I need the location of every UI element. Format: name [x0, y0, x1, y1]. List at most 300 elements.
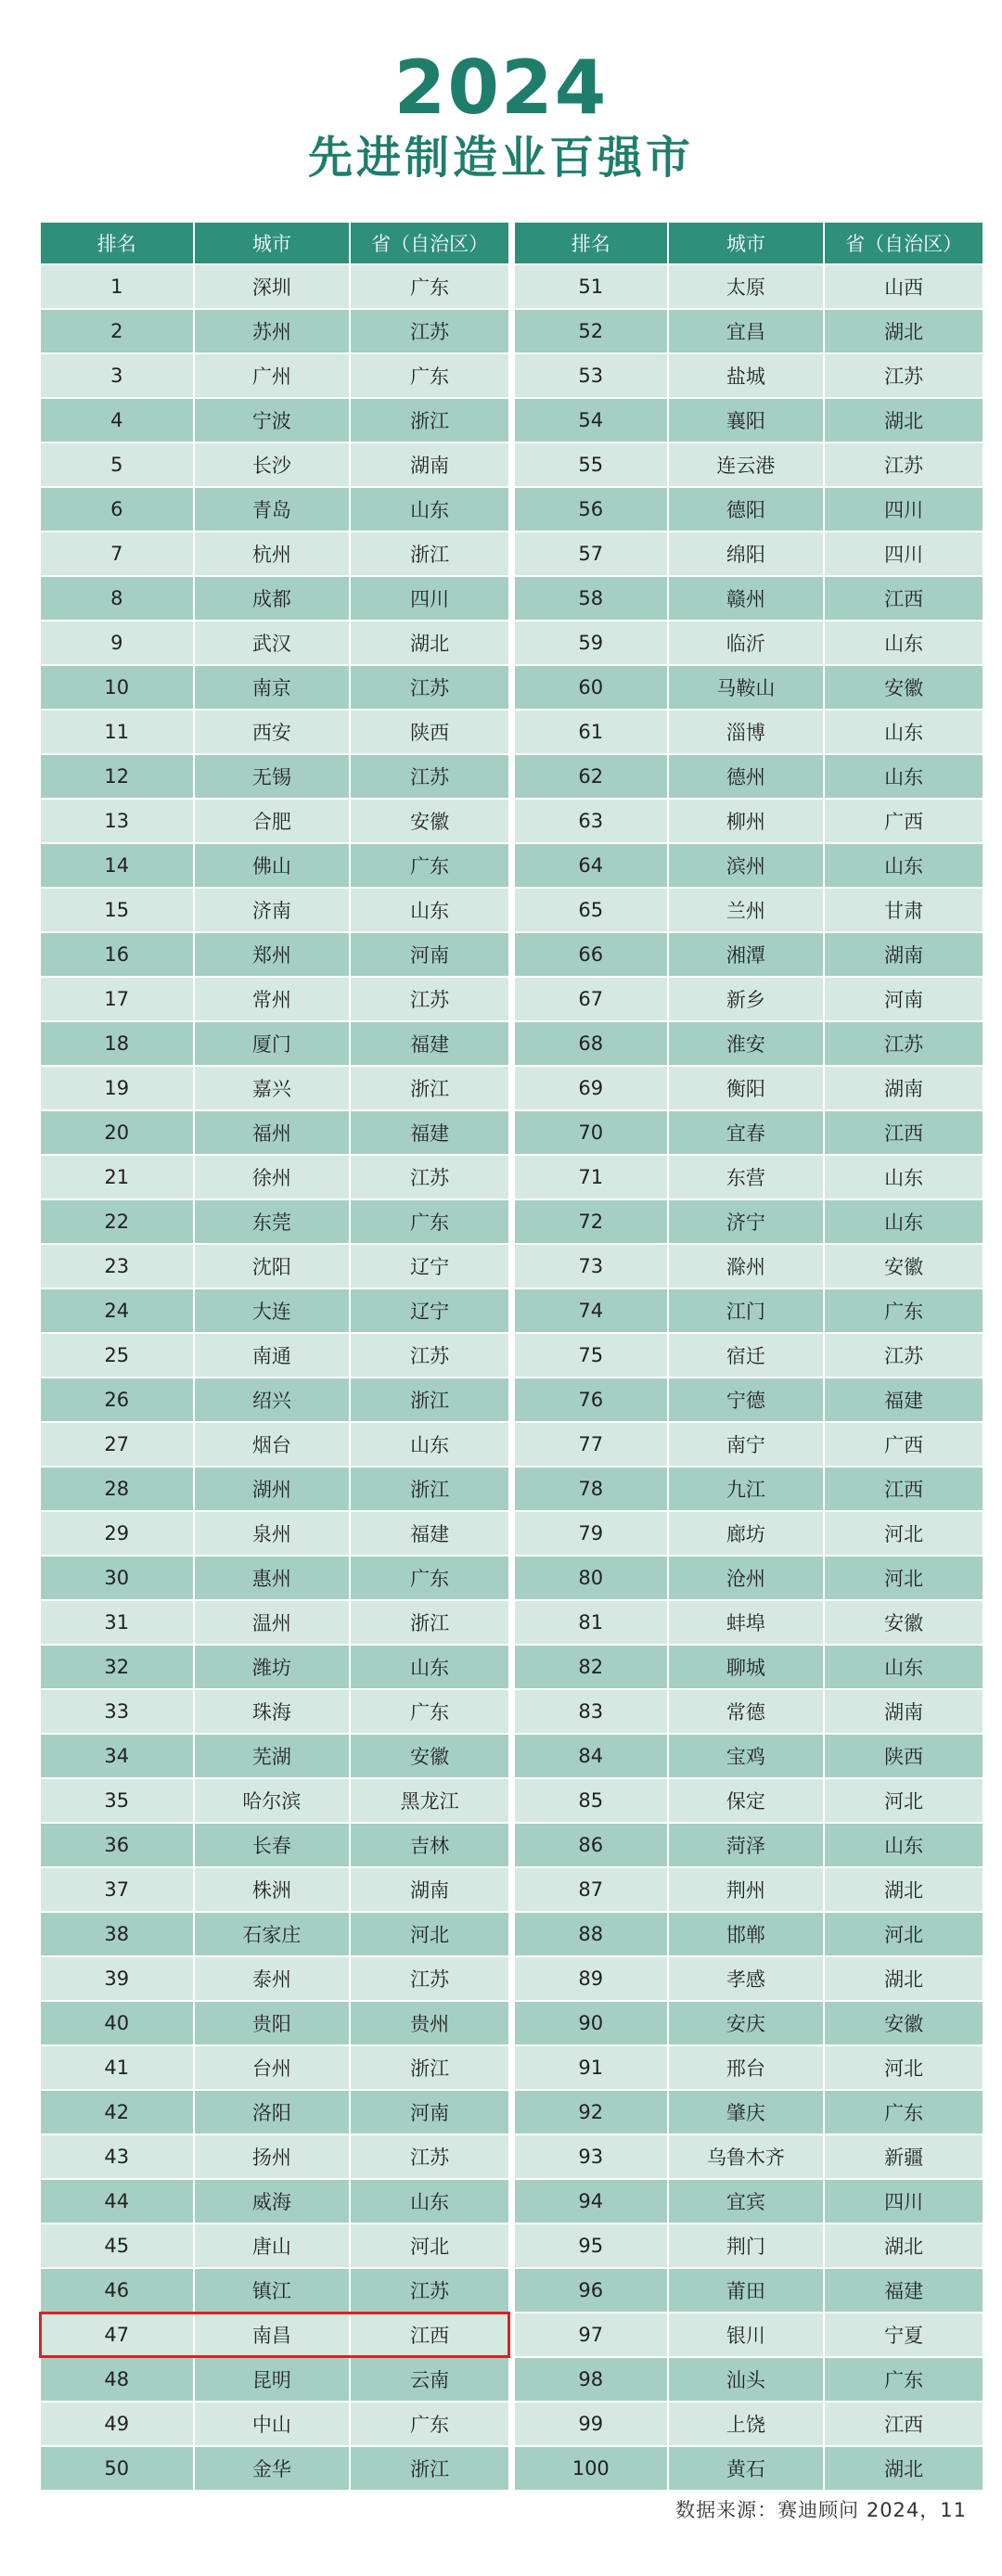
table-row — [41, 1334, 508, 1377]
table-body-right — [515, 265, 983, 2490]
city-cell: 聊城 — [669, 1646, 824, 1688]
city-cell: 银川 — [669, 2313, 824, 2356]
table-header-row — [515, 223, 983, 263]
province-cell: 广东 — [351, 1557, 508, 1599]
table-row — [41, 1423, 508, 1466]
table-row — [41, 889, 508, 931]
rank-cell: 15 — [41, 889, 193, 931]
table-row — [515, 1467, 983, 1510]
province-cell: 山东 — [825, 755, 983, 798]
table-row — [41, 1289, 508, 1332]
province-cell: 山东 — [351, 2180, 508, 2223]
city-cell: 临沂 — [669, 622, 824, 664]
table-row — [515, 488, 983, 531]
province-cell: 云南 — [351, 2358, 508, 2401]
ranking-table-left — [39, 221, 510, 2492]
rank-cell: 86 — [515, 1824, 667, 1866]
table-row — [515, 1200, 983, 1243]
city-cell: 湘潭 — [669, 933, 824, 976]
city-cell: 德州 — [669, 755, 824, 798]
province-cell: 湖北 — [825, 1868, 983, 1911]
rank-cell: 89 — [515, 1957, 667, 2000]
rank-cell: 93 — [515, 2135, 667, 2178]
city-cell: 乌鲁木齐 — [669, 2135, 824, 2178]
rank-cell: 94 — [515, 2180, 667, 2223]
rank-cell: 48 — [41, 2358, 193, 2401]
province-cell: 湖南 — [825, 933, 983, 976]
province-cell: 浙江 — [351, 1601, 508, 1644]
rank-cell: 25 — [41, 1334, 193, 1377]
city-cell: 合肥 — [195, 800, 350, 842]
rank-cell: 45 — [41, 2224, 193, 2267]
rank-cell: 19 — [41, 1067, 193, 1109]
province-cell: 江苏 — [351, 978, 508, 1020]
table-row — [515, 2002, 983, 2044]
city-cell: 泰州 — [195, 1957, 350, 2000]
table-row — [41, 1913, 508, 1955]
table-row — [515, 1913, 983, 1955]
province-cell: 安徽 — [351, 1735, 508, 1777]
province-cell: 河北 — [825, 1557, 983, 1599]
province-cell: 宁夏 — [825, 2313, 983, 2356]
table-row — [41, 1824, 508, 1866]
province-cell: 湖南 — [825, 1067, 983, 1109]
city-cell: 连云港 — [669, 443, 824, 486]
table-row — [41, 1067, 508, 1109]
city-cell: 洛阳 — [195, 2091, 350, 2134]
table-row — [515, 2224, 983, 2267]
rank-cell: 30 — [41, 1557, 193, 1599]
table-row — [41, 265, 508, 308]
city-cell: 滨州 — [669, 844, 824, 887]
table-row — [41, 2135, 508, 2178]
table-row — [41, 622, 508, 664]
table-row — [41, 1646, 508, 1688]
city-cell: 宁德 — [669, 1378, 824, 1421]
rank-cell: 55 — [515, 443, 667, 486]
rank-cell: 29 — [41, 1512, 193, 1555]
city-cell: 廊坊 — [669, 1512, 824, 1555]
province-cell: 四川 — [825, 532, 983, 575]
province-cell: 安徽 — [825, 1601, 983, 1644]
province-cell: 河北 — [351, 1913, 508, 1955]
table-row — [41, 399, 508, 442]
table-row — [515, 2403, 983, 2445]
table-row — [41, 1690, 508, 1733]
city-cell: 珠海 — [195, 1690, 350, 1733]
province-cell: 山东 — [825, 1156, 983, 1198]
table-row — [515, 265, 983, 308]
rank-cell: 17 — [41, 978, 193, 1020]
rank-cell: 40 — [41, 2002, 193, 2044]
province-cell: 广东 — [825, 2358, 983, 2401]
province-cell: 浙江 — [351, 1067, 508, 1109]
table-row — [41, 1557, 508, 1599]
table-row — [515, 1111, 983, 1154]
city-cell: 徐州 — [195, 1156, 350, 1198]
rank-cell: 9 — [41, 622, 193, 664]
province-cell: 湖北 — [825, 2224, 983, 2267]
province-cell: 广东 — [825, 2091, 983, 2134]
city-cell: 佛山 — [195, 844, 350, 887]
province-cell: 山东 — [351, 889, 508, 931]
city-cell: 襄阳 — [669, 399, 824, 442]
rank-cell: 72 — [515, 1200, 667, 1243]
province-cell: 湖北 — [825, 1957, 983, 2000]
city-cell: 盐城 — [669, 354, 824, 397]
province-cell: 江西 — [825, 1467, 983, 1510]
rank-cell: 80 — [515, 1557, 667, 1599]
province-cell: 湖北 — [351, 622, 508, 664]
province-cell: 安徽 — [825, 1245, 983, 1288]
rank-cell: 13 — [41, 800, 193, 842]
city-cell: 宜春 — [669, 1111, 824, 1154]
rank-cell: 8 — [41, 577, 193, 620]
table-row — [515, 2135, 983, 2178]
rank-cell: 58 — [515, 577, 667, 620]
city-cell: 南昌 — [195, 2313, 350, 2356]
rank-cell: 62 — [515, 755, 667, 798]
rank-cell: 69 — [515, 1067, 667, 1109]
table-row — [41, 577, 508, 620]
table-row — [515, 310, 983, 352]
city-cell: 贵阳 — [195, 2002, 350, 2044]
province-cell: 山东 — [351, 1646, 508, 1688]
city-cell: 孝感 — [669, 1957, 824, 2000]
rank-cell: 100 — [515, 2447, 667, 2490]
ranking-table-right — [513, 221, 984, 2492]
rank-cell: 51 — [515, 265, 667, 308]
province-cell: 浙江 — [351, 2447, 508, 2490]
city-cell: 绍兴 — [195, 1378, 350, 1421]
city-cell: 杭州 — [195, 532, 350, 575]
rank-cell: 60 — [515, 666, 667, 709]
table-row — [515, 1289, 983, 1332]
province-cell: 福建 — [825, 1378, 983, 1421]
province-cell: 湖北 — [825, 310, 983, 352]
province-cell: 山东 — [825, 622, 983, 664]
table-row — [515, 1156, 983, 1198]
table-row — [515, 2091, 983, 2134]
province-cell: 四川 — [351, 577, 508, 620]
province-cell: 甘肃 — [825, 889, 983, 931]
city-cell: 东莞 — [195, 1200, 350, 1243]
table-row — [515, 1067, 983, 1109]
province-cell: 山东 — [825, 1200, 983, 1243]
province-cell: 山东 — [825, 711, 983, 753]
city-cell: 潍坊 — [195, 1646, 350, 1688]
city-cell: 宜昌 — [669, 310, 824, 352]
rank-cell: 22 — [41, 1200, 193, 1243]
table-row — [515, 2046, 983, 2089]
rank-cell: 97 — [515, 2313, 667, 2356]
city-cell: 嘉兴 — [195, 1067, 350, 1109]
city-cell: 宁波 — [195, 399, 350, 442]
rank-cell: 54 — [515, 399, 667, 442]
rank-cell: 84 — [515, 1735, 667, 1777]
province-cell: 福建 — [825, 2269, 983, 2312]
table-row — [515, 354, 983, 397]
table-row — [41, 2358, 508, 2401]
rank-cell: 59 — [515, 622, 667, 664]
rank-cell: 81 — [515, 1601, 667, 1644]
city-cell: 唐山 — [195, 2224, 350, 2267]
province-cell: 辽宁 — [351, 1289, 508, 1332]
rank-cell: 91 — [515, 2046, 667, 2089]
rank-cell: 87 — [515, 1868, 667, 1911]
rank-cell: 82 — [515, 1646, 667, 1688]
city-cell: 厦门 — [195, 1022, 350, 1065]
table-row — [515, 2313, 983, 2356]
rank-cell: 41 — [41, 2046, 193, 2089]
province-cell: 湖北 — [825, 2447, 983, 2490]
rank-cell: 49 — [41, 2403, 193, 2445]
province-cell: 安徽 — [825, 2002, 983, 2044]
city-cell: 绵阳 — [669, 532, 824, 575]
rank-cell: 37 — [41, 1868, 193, 1911]
province-cell: 湖南 — [351, 1868, 508, 1911]
header-city: 城市 — [669, 223, 824, 263]
rank-cell: 85 — [515, 1779, 667, 1822]
province-cell: 浙江 — [351, 1378, 508, 1421]
rank-cell: 26 — [41, 1378, 193, 1421]
table-row — [515, 1957, 983, 2000]
table-row — [515, 1557, 983, 1599]
city-cell: 南通 — [195, 1334, 350, 1377]
table-row — [515, 399, 983, 442]
table-row — [515, 2447, 983, 2490]
rank-cell: 52 — [515, 310, 667, 352]
table-row — [41, 2091, 508, 2134]
table-row — [515, 889, 983, 931]
province-cell: 福建 — [351, 1111, 508, 1154]
table-row — [41, 2447, 508, 2490]
table-row — [41, 488, 508, 531]
table-row — [515, 1512, 983, 1555]
rank-cell: 78 — [515, 1467, 667, 1510]
table-row — [515, 844, 983, 887]
rank-cell: 75 — [515, 1334, 667, 1377]
city-cell: 肇庆 — [669, 2091, 824, 2134]
city-cell: 马鞍山 — [669, 666, 824, 709]
table-row — [41, 800, 508, 842]
table-row — [41, 1957, 508, 2000]
header-rank: 排名 — [515, 223, 667, 263]
province-cell: 广东 — [351, 1200, 508, 1243]
province-cell: 浙江 — [351, 1467, 508, 1510]
rank-cell: 1 — [41, 265, 193, 308]
province-cell: 广东 — [351, 844, 508, 887]
city-cell: 南京 — [195, 666, 350, 709]
city-cell: 南宁 — [669, 1423, 824, 1466]
province-cell: 福建 — [351, 1022, 508, 1065]
city-cell: 大连 — [195, 1289, 350, 1332]
province-cell: 安徽 — [825, 666, 983, 709]
table-row — [41, 1111, 508, 1154]
rank-cell: 3 — [41, 354, 193, 397]
table-row — [41, 1512, 508, 1555]
city-cell: 东营 — [669, 1156, 824, 1198]
rank-cell: 88 — [515, 1913, 667, 1955]
table-row — [515, 577, 983, 620]
province-cell: 辽宁 — [351, 1245, 508, 1288]
table-row — [41, 755, 508, 798]
table-row — [41, 310, 508, 352]
city-cell: 荆门 — [669, 2224, 824, 2267]
city-cell: 兰州 — [669, 889, 824, 931]
province-cell: 广东 — [825, 1289, 983, 1332]
rank-cell: 36 — [41, 1824, 193, 1866]
city-cell: 汕头 — [669, 2358, 824, 2401]
city-cell: 宿迁 — [669, 1334, 824, 1377]
city-cell: 邯郸 — [669, 1913, 824, 1955]
province-cell: 河南 — [351, 933, 508, 976]
city-cell: 黄石 — [669, 2447, 824, 2490]
table-row — [515, 1779, 983, 1822]
city-cell: 哈尔滨 — [195, 1779, 350, 1822]
city-cell: 宜宾 — [669, 2180, 824, 2223]
rank-cell: 32 — [41, 1646, 193, 1688]
table-row — [41, 1378, 508, 1421]
city-cell: 泉州 — [195, 1512, 350, 1555]
city-cell: 中山 — [195, 2403, 350, 2445]
rank-cell: 56 — [515, 488, 667, 531]
city-cell: 昆明 — [195, 2358, 350, 2401]
city-cell: 武汉 — [195, 622, 350, 664]
province-cell: 江西 — [825, 1111, 983, 1154]
rank-cell: 83 — [515, 1690, 667, 1733]
province-cell: 湖南 — [825, 1690, 983, 1733]
rank-cell: 10 — [41, 666, 193, 709]
table-row — [515, 1646, 983, 1688]
city-cell: 安庆 — [669, 2002, 824, 2044]
rank-cell: 5 — [41, 443, 193, 486]
city-cell: 郑州 — [195, 933, 350, 976]
table-row — [41, 933, 508, 976]
rank-cell: 12 — [41, 755, 193, 798]
rank-cell: 44 — [41, 2180, 193, 2223]
rank-cell: 65 — [515, 889, 667, 931]
table-row — [41, 2403, 508, 2445]
rank-cell: 28 — [41, 1467, 193, 1510]
city-cell: 新乡 — [669, 978, 824, 1020]
table-row — [41, 443, 508, 486]
rank-cell: 46 — [41, 2269, 193, 2312]
rank-cell: 6 — [41, 488, 193, 531]
header-city: 城市 — [195, 223, 350, 263]
province-cell: 河北 — [825, 1913, 983, 1955]
province-cell: 江西 — [825, 2403, 983, 2445]
province-cell: 江苏 — [825, 1022, 983, 1065]
rank-cell: 57 — [515, 532, 667, 575]
header-province: 省（自治区） — [351, 223, 508, 263]
rank-cell: 66 — [515, 933, 667, 976]
rank-cell: 95 — [515, 2224, 667, 2267]
table-row — [515, 666, 983, 709]
table-row — [41, 2313, 508, 2356]
province-cell: 吉林 — [351, 1824, 508, 1866]
table-row — [515, 2180, 983, 2223]
table-row — [515, 2269, 983, 2312]
city-cell: 保定 — [669, 1779, 824, 1822]
table-row — [41, 2046, 508, 2089]
table-row — [515, 1022, 983, 1065]
province-cell: 河南 — [825, 978, 983, 1020]
province-cell: 湖北 — [825, 399, 983, 442]
rank-cell: 2 — [41, 310, 193, 352]
table-row — [41, 1022, 508, 1065]
rank-cell: 4 — [41, 399, 193, 442]
city-cell: 德阳 — [669, 488, 824, 531]
city-cell: 广州 — [195, 354, 350, 397]
rank-cell: 61 — [515, 711, 667, 753]
city-cell: 无锡 — [195, 755, 350, 798]
province-cell: 安徽 — [351, 800, 508, 842]
city-cell: 济南 — [195, 889, 350, 931]
province-cell: 广东 — [351, 1690, 508, 1733]
table-row — [515, 2358, 983, 2401]
rank-cell: 73 — [515, 1245, 667, 1288]
rank-cell: 96 — [515, 2269, 667, 2312]
page-title: 先进制造业百强市 — [307, 132, 694, 184]
rank-cell: 27 — [41, 1423, 193, 1466]
city-cell: 沈阳 — [195, 1245, 350, 1288]
city-cell: 湖州 — [195, 1467, 350, 1510]
province-cell: 江苏 — [351, 310, 508, 352]
province-cell: 黑龙江 — [351, 1779, 508, 1822]
province-cell: 河北 — [825, 2046, 983, 2089]
city-cell: 株洲 — [195, 1868, 350, 1911]
table-row — [515, 1334, 983, 1377]
city-cell: 温州 — [195, 1601, 350, 1644]
province-cell: 贵州 — [351, 2002, 508, 2044]
city-cell: 金华 — [195, 2447, 350, 2490]
city-cell: 九江 — [669, 1467, 824, 1510]
city-cell: 莆田 — [669, 2269, 824, 2312]
table-row — [515, 1601, 983, 1644]
city-cell: 蚌埠 — [669, 1601, 824, 1644]
city-cell: 烟台 — [195, 1423, 350, 1466]
rank-cell: 7 — [41, 532, 193, 575]
province-cell: 湖南 — [351, 443, 508, 486]
province-cell: 山西 — [825, 265, 983, 308]
table-row — [41, 1868, 508, 1911]
rank-cell: 35 — [41, 1779, 193, 1822]
rank-cell: 50 — [41, 2447, 193, 2490]
province-cell: 河北 — [825, 1512, 983, 1555]
table-row — [41, 354, 508, 397]
city-cell: 苏州 — [195, 310, 350, 352]
rank-cell: 53 — [515, 354, 667, 397]
province-cell: 广东 — [351, 354, 508, 397]
rank-cell: 34 — [41, 1735, 193, 1777]
province-cell: 四川 — [825, 2180, 983, 2223]
rank-cell: 47 — [41, 2313, 193, 2356]
province-cell: 江苏 — [825, 443, 983, 486]
table-row — [515, 755, 983, 798]
city-cell: 沧州 — [669, 1557, 824, 1599]
province-cell: 浙江 — [351, 2046, 508, 2089]
table-row — [515, 1868, 983, 1911]
table-row — [515, 711, 983, 753]
city-cell: 长沙 — [195, 443, 350, 486]
table-row — [515, 1423, 983, 1466]
province-cell: 福建 — [351, 1512, 508, 1555]
city-cell: 上饶 — [669, 2403, 824, 2445]
city-cell: 邢台 — [669, 2046, 824, 2089]
table-row — [515, 443, 983, 486]
province-cell: 山东 — [825, 1646, 983, 1688]
